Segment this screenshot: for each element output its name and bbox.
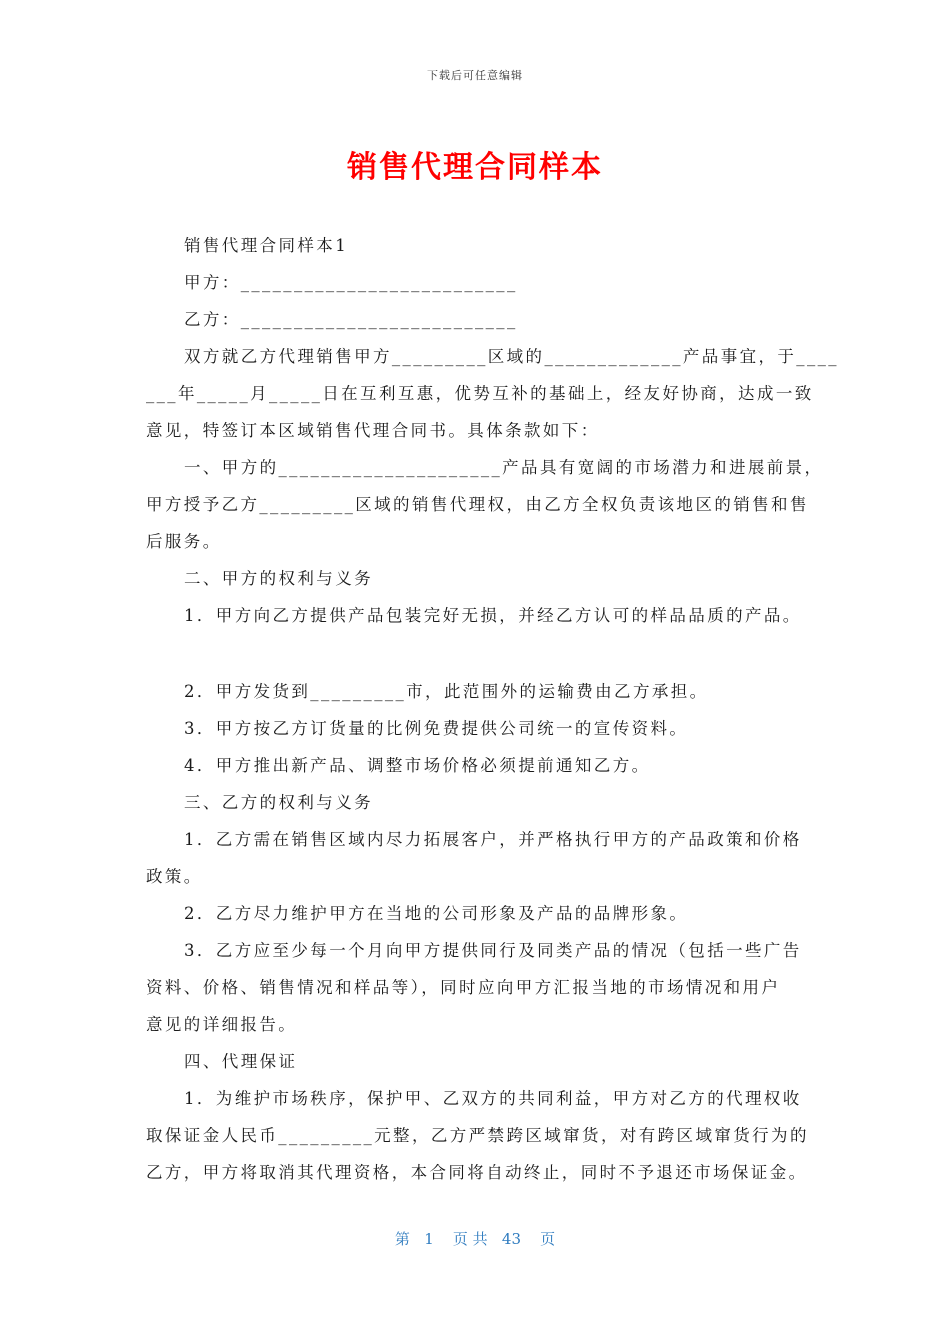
paragraph-gap [146,634,806,673]
clause-line: 意见的详细报告。 [146,1015,298,1034]
clause-line: 后服务。 [146,532,222,551]
clause-line: 1．甲方向乙方提供产品包装完好无损，并经乙方认可的样品品质的产品。 [184,606,802,625]
party-b-line: 乙方：__________________________ [184,310,518,329]
clause-line: 一、甲方的_____________________产品具有宽阔的市场潜力和进展前景， [184,458,824,477]
preamble-line: 双方就乙方代理销售甲方_________区域的_____________产品事宜，于____ [184,347,839,366]
clause-line: 2．甲方发货到_________市，此范围外的运输费由乙方承担。 [184,682,709,701]
clause-line: 3．甲方按乙方订货量的比例免费提供公司统一的宣传资料。 [184,719,689,738]
document-body [146,227,839,1191]
clause-line: 乙方，甲方将取消其代理资格，本合同将自动终止，同时不予退还市场保证金。 [146,1163,808,1182]
section-heading: 三、乙方的权利与义务 [184,793,373,812]
clause-line: 1．为维护市场秩序，保护甲、乙双方的共同利益，甲方对乙方的代理权收 [184,1089,802,1108]
clause-line: 3．乙方应至少每一个月向甲方提供同行及同类产品的情况（包括一些广告 [184,941,802,960]
clause-line: 政策。 [146,867,203,886]
page-number-footer: 第 1 页 共 43 页 [394,1230,556,1248]
clause-line: 2．乙方尽力维护甲方在当地的公司形象及产品的品牌形象。 [184,904,689,923]
section-heading: 二、甲方的权利与义务 [184,569,373,588]
preamble-line: 意见，特签订本区域销售代理合同书。具体条款如下： [146,421,600,440]
clause-line: 资料、价格、销售情况和样品等），同时应向甲方汇报当地的市场情况和用户 [146,978,781,997]
document-title: 销售代理合同样本 [347,150,603,185]
page-header-note: 下载后可任意编辑 [427,69,523,82]
section-heading: 四、代理保证 [184,1052,298,1071]
clause-line: 甲方授予乙方_________区域的销售代理权，由乙方全权负责该地区的销售和售 [146,495,809,514]
contract-subtitle: 销售代理合同样本1 [184,236,349,255]
preamble-line: ___年_____月_____日在互利互惠，优势互补的基础上，经友好协商，达成一致 [146,384,814,403]
clause-line: 4．甲方推出新产品、调整市场价格必须提前通知乙方。 [184,756,651,775]
clause-line: 1．乙方需在销售区域内尽力拓展客户，并严格执行甲方的产品政策和价格 [184,830,802,849]
clause-line: 取保证金人民币_________元整，乙方严禁跨区域窜货，对有跨区域窜货行为的 [146,1126,809,1145]
party-a-line: 甲方：__________________________ [184,273,518,292]
